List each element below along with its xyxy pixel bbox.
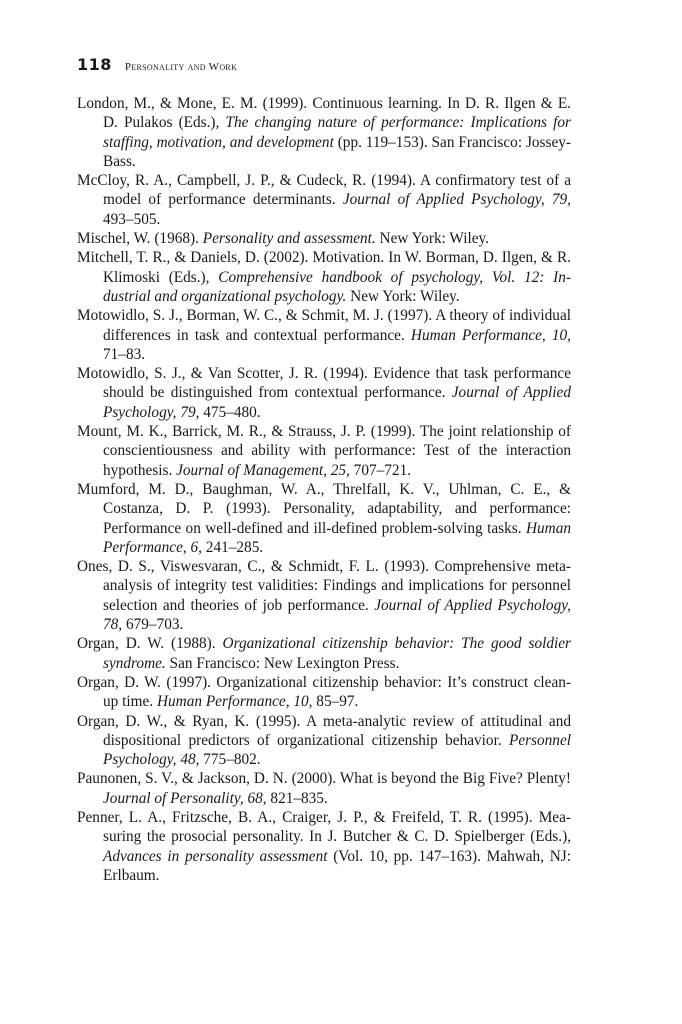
reference-entry: Organ, D. W. (1988). Organizational citizenship behavior: The good soldier syndrome. San Francisco: New Lexington Press. [77, 635, 571, 672]
page-number: 118 [77, 55, 112, 74]
reference-entry: McCloy, R. A., Campbell, J. P., & Cudeck, R. (1994). A confirmatory test of a model of performance determinants. Journal of Applied Psychology, 79, 493–505. [77, 172, 571, 228]
reference-entry: Mischel, W. (1968). Personality and assessment. New York: Wiley. [77, 230, 489, 248]
reference-entry: Mount, M. K., Barrick, M. R., & Strauss, J. P. (1999). The joint relationship of conscientiousness and ability with performance: Test of the interaction hypothesis. Journal of Management, 25, 707–721. [77, 423, 571, 479]
reference-entry: Organ, D. W., & Ryan, K. (1995). A meta-analytic review of attitudinal and dispositional predictors of organizational citizenship behavior. Personnel Psychology, 48, 775–802. [77, 712, 571, 769]
reference-entry: Ones, D. S., Viswesvaran, C., & Schmidt, F. L. (1993). Comprehensive meta-analysis of integrity test validities: Findings and implications for personnel selection and theories of job performance. Journal of Applied Psychology, 78, 679–703. [77, 558, 571, 634]
reference-entry: London, M., & Mone, E. M. (1999). Continuous learning. In D. R. Ilgen & E. D. Pulakos (Eds.), The changing nature of performance: Implications for staffing, motivation, and development (pp. 119–153). San Francisco: Jossey-Bass. [77, 95, 571, 170]
reference-entry: Penner, L. A., Fritzsche, B. A., Craiger, J. P., & Freifeld, T. R. (1995). Measuring the prosocial personality. In J. Butcher & C. D. Spielberger (Eds.), Advances in personality assessment (Vol. 10, pp. 147–163). Mahwah, NJ: Erlbaum. [77, 808, 571, 884]
reference-entry: Motowidlo, S. J., Borman, W. C., & Schmit, M. J. (1997). A theory of individual differences in task and contextual performance. Human Performance, 10, 71–83. [77, 307, 571, 363]
reference-entry: Motowidlo, S. J., & Van Scotter, J. R. (1994). Evidence that task performance should be distinguished from contextual performance. Journal of Applied Psychology, 79, 475–480. [77, 365, 571, 421]
reference-entry: Organ, D. W. (1997). Organizational citizenship behavior: It’s construct clean-up time. Human Performance, 10, 85–97. [77, 673, 571, 711]
reference-list [77, 94, 571, 885]
reference-entry: Mitchell, T. R., & Daniels, D. (2002). Motivation. In W. Borman, D. Ilgen, & R. Klimoski (Eds.), Comprehensive handbook of psychology, Vol. 12: Industrial and organizational psychology. New York: Wiley. [77, 249, 571, 305]
reference-entry: Paunonen, S. V., & Jackson, D. N. (2000). What is beyond the Big Five? Plenty! Journal of Personality, 68, 821–835. [77, 770, 571, 807]
running-head: Personality and Work [124, 61, 238, 73]
page-header [77, 55, 237, 74]
reference-entry: Mumford, M. D., Baughman, W. A., Threlfall, K. V., Uhlman, C. E., & Costanza, D. P. (1993). Personality, adaptability, and performance: Performance on well-defined and ill-defined problem-solving tasks. Human Performance, 6, 241–285. [77, 480, 571, 556]
